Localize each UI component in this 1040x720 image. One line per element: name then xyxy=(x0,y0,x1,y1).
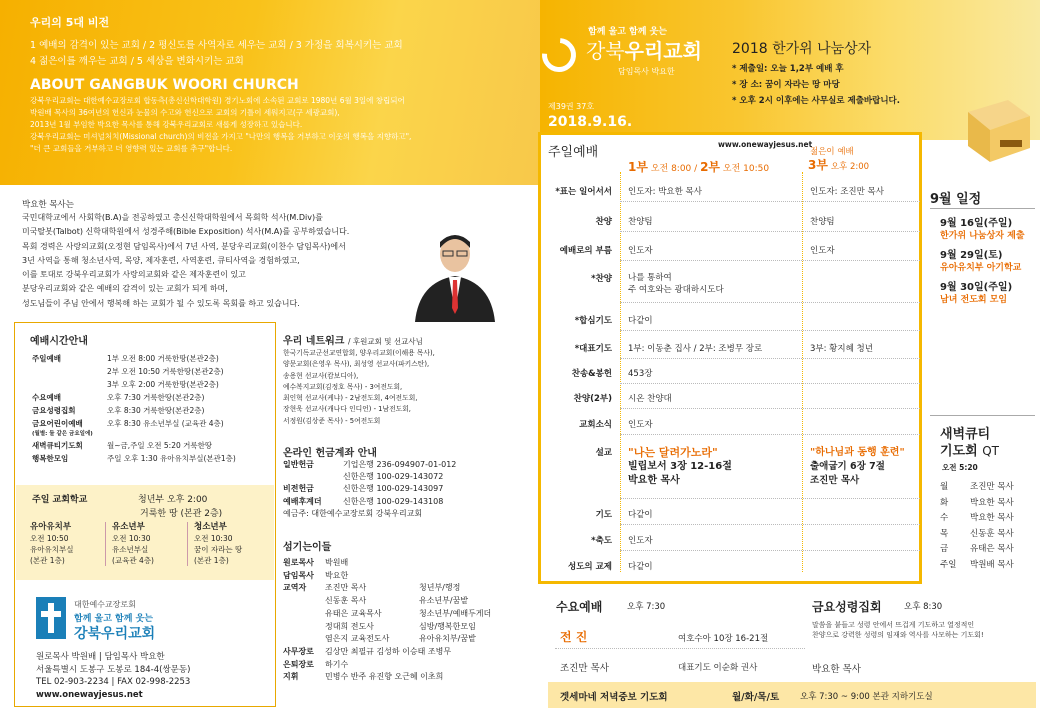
order-c1: 인도자 xyxy=(628,420,653,430)
staff-name: 박원배 xyxy=(325,558,349,567)
dawn-leader: 조진만 목사 xyxy=(970,482,1014,492)
sermon-block-1 xyxy=(628,446,732,488)
event-title: 2018 한가위 나눔상자 xyxy=(732,41,872,57)
sermon-preacher: 조진만 목사 xyxy=(810,475,860,486)
network-subtitle: / 후원교회 및 선교사님 xyxy=(347,337,423,346)
event-line: * 제출일: 오늘 1,2부 예배 후 xyxy=(732,64,844,74)
worship-time-label: 주일예배 xyxy=(32,354,61,363)
fri-title: 금요성령집회 xyxy=(812,600,882,614)
sermon-label: 설교 xyxy=(595,448,612,458)
network-title-text: 우리 네트워크 xyxy=(283,336,345,347)
sept-title: 9월 일정 xyxy=(930,192,982,207)
dawn-title-2-wrap xyxy=(940,443,999,460)
staff-row xyxy=(283,646,523,659)
dawn-day: 주일 xyxy=(940,559,957,570)
bio-body xyxy=(22,211,349,311)
gift-box-icon xyxy=(960,82,1035,162)
offering-row xyxy=(283,471,456,483)
offering-account: 신한은행 100-029-143097 xyxy=(343,484,444,494)
offering-label xyxy=(283,471,343,483)
worship-time-row xyxy=(32,365,272,378)
worship-time-row xyxy=(32,430,272,439)
staff-row xyxy=(283,621,523,634)
vision-line: 1 예배의 감격이 있는 교회 / 2 평신도를 사역자로 세우는 교회 / 3 가정을 회복시키는 교회 xyxy=(30,40,403,51)
dotted-rule xyxy=(620,498,920,499)
offering-row xyxy=(283,459,456,471)
network-line: 장현욱 선교사(캐나다 인디언) - 1남전도회, xyxy=(283,405,411,414)
worship-time-row xyxy=(32,452,272,465)
dept-card xyxy=(30,522,106,566)
dawn-leader: 박원배 목사 xyxy=(970,559,1014,570)
staff-row xyxy=(283,633,523,646)
dept-place: 유아유치부실 xyxy=(30,545,74,554)
worship-times-list xyxy=(32,352,272,465)
order-label: *대표기도 xyxy=(574,344,612,354)
offering-label: 일반헌금 xyxy=(283,460,314,469)
sunday-school-youth-place: 거룩한 땅 (본관 2층) xyxy=(140,509,223,519)
staff-row xyxy=(283,595,523,608)
church-contact xyxy=(36,651,190,701)
sunday-school-youth: 청년부 오후 2:00 xyxy=(138,495,208,505)
brand-name-b: 우리교회 xyxy=(624,39,702,63)
staff-duty: 심방/행복한모임 xyxy=(419,621,476,631)
staff-role xyxy=(283,595,325,608)
worship-time-label: 새벽큐티기도회 xyxy=(32,441,83,450)
order-c2: 인도자 xyxy=(810,246,835,256)
worship-time-value: 오후 8:30 유소년부실 (교육관 4층) xyxy=(107,419,224,428)
dawn-leader: 유태은 목사 xyxy=(970,544,1014,554)
bio-line: 이를 토대로 강북우리교회가 사랑의교회와 같은 제자훈련이 있고 xyxy=(22,270,246,280)
dawn-leader: 박요한 목사 xyxy=(970,497,1014,508)
network-line: 한국기독교군선교연합회, 양우리교회(이해용 목사), xyxy=(283,349,435,357)
dawn-day: 금 xyxy=(940,544,949,554)
church-name: 강북우리교회 xyxy=(74,626,156,642)
staff-row xyxy=(283,582,523,595)
worship-time-label: 행복한모임 xyxy=(32,454,69,463)
dept-name: 유아유치부 xyxy=(30,522,72,532)
about-line: 강북우리교회는 대한예수교장로회 합동측(총신신학대학원) 경기노회에 소속된 교회로 1980년 6월 3일에 창립되어 xyxy=(30,96,405,105)
dotted-rule xyxy=(555,648,805,649)
dawn-rule xyxy=(930,415,1035,416)
worship-time-row xyxy=(32,352,272,365)
dawn-row xyxy=(940,527,1030,543)
network-line: 양문교회(은영우 목사), 최성영 선교사(파키스탄), xyxy=(283,360,430,369)
worship-time-row xyxy=(32,439,272,452)
sermon-ref: 출애굽기 6장 7절 xyxy=(810,461,885,472)
staff-name: 민병수 반주 유진향 오근혜 이초희 xyxy=(325,672,444,682)
order-divider xyxy=(620,172,621,572)
vision-title: 우리의 5대 비전 xyxy=(30,16,110,29)
staff-role: 원로목사 xyxy=(283,558,314,567)
sermon-block-2 xyxy=(810,446,905,488)
sermon-title: "나는 달려가노라" xyxy=(628,446,718,459)
sept-event: 한가위 나눔상자 제출 xyxy=(940,231,1025,241)
fri-desc xyxy=(812,620,984,640)
dotted-rule xyxy=(620,231,920,232)
order-label: 찬송&봉헌 xyxy=(571,369,612,379)
dawn-row xyxy=(940,480,1030,496)
about-line: 박원배 목사의 36여년의 헌신과 눈물의 수고와 헌신으로 교회의 기틀이 세워지고(구 세광교회), xyxy=(30,108,340,117)
issue-number: 제39권 37호 xyxy=(548,102,595,111)
staff-title: 섬기는이들 xyxy=(283,542,332,553)
dotted-rule xyxy=(620,302,920,303)
sept-event: 유아유치부 아기학교 xyxy=(940,263,1022,273)
offering-account: 기업은행 236-094907-01-012 xyxy=(343,460,457,469)
website-link[interactable]: www.onewayjesus.net xyxy=(718,140,813,149)
offering-holder: 예금주: 대한예수교장로회 강북우리교회 xyxy=(283,508,423,518)
order-header-3 xyxy=(808,156,869,173)
order-c1: 1부: 이동춘 집사 / 2부: 조병무 장로 xyxy=(628,344,763,354)
order-divider xyxy=(802,172,803,572)
worship-time-label: 수요예배 xyxy=(32,393,61,402)
staff-name: 조진만 목사 xyxy=(325,583,367,593)
order-c1: 시온 찬양대 xyxy=(628,394,672,404)
about-line: 강북우리교회는 미셔널처치(Missional church)의 비전을 가지고 "나만의 행복을 거부하고 이웃의 행복을 지향하고", xyxy=(30,132,412,141)
order-c1: 인도자 xyxy=(628,536,653,546)
network-line: 송용현 선교사(캄보디아), xyxy=(283,371,359,380)
order-label: 찬양(2부) xyxy=(573,394,612,404)
staff-row xyxy=(283,671,523,684)
dotted-rule xyxy=(620,201,920,202)
staff-name: 정대희 전도사 xyxy=(325,621,374,631)
staff-name: 김상만 최필규 김성하 이승태 조병무 xyxy=(325,646,452,656)
staff-duty: 유아유치부/꿈밭 xyxy=(419,634,476,644)
dawn-qt: QT xyxy=(982,444,999,458)
offering-row xyxy=(283,496,456,508)
dawn-row xyxy=(940,558,1030,574)
fri-preacher: 박요한 목사 xyxy=(812,664,861,675)
dotted-rule xyxy=(620,383,920,384)
dept-floor: (교육관 4층) xyxy=(112,556,154,565)
worship-time-row xyxy=(32,417,272,430)
dawn-day: 수 xyxy=(940,513,949,523)
gethsemane-title: 겟세마네 저녁중보 기도회 xyxy=(560,692,668,703)
worship-time-value: 월~금,주일 오전 5:20 거룩한땅 xyxy=(107,441,213,450)
staff-role: 담임목사 xyxy=(283,570,314,580)
church-slogan: 함께 울고 함께 웃는 xyxy=(74,614,153,624)
worship-times-title: 예배시간안내 xyxy=(30,336,88,347)
sermon-title: "하나님과 동행 훈련" xyxy=(810,447,905,458)
worship-time-value: 3부 오후 2:00 거룩한땅(본관2층) xyxy=(107,380,219,389)
network-line: 서정원(김상준 목사) - 5여전도회 xyxy=(283,416,381,425)
dawn-time: 오전 5:20 xyxy=(942,463,978,472)
order-c1: 인도자 xyxy=(628,246,653,256)
order-h3-time: 오후 2:00 xyxy=(830,162,870,172)
event-line: * 장 소: 꿈이 자라는 땅 마당 xyxy=(732,80,840,90)
wed-sermon-ref: 여호수아 10장 16-21절 xyxy=(678,634,769,644)
worship-time-label: (월별: 둘 같은 금요일에) xyxy=(32,431,93,437)
dotted-rule xyxy=(620,330,920,331)
order-c2: 3부: 황지혜 청년 xyxy=(810,344,873,354)
church-contact-line: 서울특별시 도봉구 도봉로 184-4(쌍문동) xyxy=(36,664,191,675)
sermon-ref: 빌립보서 3장 12-16절 xyxy=(628,461,732,472)
order-header-1 xyxy=(628,158,769,175)
staff-name: 신동훈 목사 xyxy=(325,596,367,606)
sept-date: 9월 30일(주일) xyxy=(940,282,1013,293)
order-c1: 다같이 xyxy=(628,510,653,520)
order-label: *표는 일어서서 xyxy=(555,187,612,197)
sept-rule xyxy=(930,208,1035,209)
offering-label: 비전헌금 xyxy=(283,484,314,494)
dotted-rule xyxy=(620,260,920,261)
wed-sermon-title: 전 진 xyxy=(560,630,588,644)
gethsemane-time: 오후 7:30 ~ 9:00 본관 지하기도실 xyxy=(800,692,933,702)
bio-line: 목회 경력은 사랑의교회(오정현 담임목사)에서 7년 사역, 분당우리교회(이찬수 담임목사)에서 xyxy=(22,241,346,251)
bio-line: 미국탈봇(Talbot) 신학대학원에서 성경주해(Bible Exposition) 석사(M.A)를 공부하였습니다. xyxy=(22,227,350,237)
order-c1: 다같이 xyxy=(628,316,653,326)
offering-label: 예배후계더 xyxy=(283,496,322,506)
brand-pastor: 담임목사 박요한 xyxy=(618,67,675,76)
order-c2: 찬양팀 xyxy=(810,217,835,227)
dawn-title xyxy=(940,426,999,460)
staff-name: 유태은 교육목사 xyxy=(325,608,382,618)
network-line: 예수복지교회(김정호 목사) - 3여전도회, xyxy=(283,382,403,391)
dotted-rule xyxy=(620,408,920,409)
order-h3: 3부 xyxy=(808,158,828,172)
church-website-link[interactable]: www.onewayjesus.net xyxy=(36,689,143,700)
brand-slogan: 함께 울고 함께 웃는 xyxy=(588,27,667,37)
wed-preacher: 조진만 목사 xyxy=(560,663,609,674)
event-line: * 오후 2시 이후에는 사무실로 제출바랍니다. xyxy=(732,96,900,106)
worship-time-row xyxy=(32,404,272,417)
offering-title: 온라인 헌금계좌 안내 xyxy=(283,448,377,459)
staff-role xyxy=(283,633,325,646)
worship-time-value: 오후 7:30 거룩한땅(본관2층) xyxy=(107,393,205,402)
dawn-leader: 신동훈 목사 xyxy=(970,528,1014,539)
about-line: 2013년 1월 부임한 박요한 목사를 통해 강북우리교회로 새롭게 성장하고 있습니다. xyxy=(30,120,303,129)
dawn-day: 목 xyxy=(940,528,949,539)
staff-name: 염은지 교육전도사 xyxy=(325,634,390,644)
staff-row xyxy=(283,608,523,621)
staff-row xyxy=(283,557,523,570)
dawn-row xyxy=(940,542,1030,558)
vision-line: 4 젊은이를 깨우는 교회 / 5 세상을 변화시키는 교회 xyxy=(30,56,244,67)
worship-time-value: 2부 오전 10:50 거룩한땅(본관2층) xyxy=(107,367,224,376)
order-label: *합심기도 xyxy=(574,316,612,326)
order-c1: 다같이 xyxy=(628,562,653,572)
dawn-day: 월 xyxy=(940,482,949,492)
dawn-list xyxy=(940,480,1030,573)
staff-row xyxy=(283,570,523,583)
dotted-rule xyxy=(620,550,920,551)
fri-desc-line: 말씀을 붙들고 성령 안에서 뜨겁게 기도하고 열정적인 xyxy=(812,621,975,629)
brand-name-a: 강북 xyxy=(586,39,625,63)
order-label: *찬양 xyxy=(591,274,612,284)
staff-role: 은퇴장로 xyxy=(283,659,314,669)
staff-role xyxy=(283,621,325,634)
dawn-row xyxy=(940,496,1030,512)
dept-place: 꿈이 자라는 땅 xyxy=(194,545,243,554)
offering-account: 신한은행 100-029-143108 xyxy=(343,496,444,506)
worship-time-value: 주일 오후 1:30 유아유치부실(본관1층) xyxy=(107,454,236,463)
sept-list xyxy=(940,218,1025,306)
staff-role: 교역자 xyxy=(283,583,307,593)
order-h1: 1부 xyxy=(628,160,648,174)
worship-time-label: 금요성령집회 xyxy=(32,406,76,415)
order-c2: 인도자: 조진만 목사 xyxy=(810,187,884,197)
worship-time-value: 오후 8:30 거룩한땅(본관2층) xyxy=(107,406,205,415)
bulletin-date: 2018.9.16. xyxy=(548,114,633,130)
fri-time: 오후 8:30 xyxy=(904,602,943,612)
sept-event: 남녀 전도회 모임 xyxy=(940,295,1008,305)
offering-row xyxy=(283,483,456,495)
worship-time-label: 금요어린이예배 xyxy=(32,419,83,428)
bio-title: 박요한 목사는 xyxy=(22,200,74,210)
wed-prayer: 대표기도 이순화 권사 xyxy=(678,663,758,673)
order-label: *축도 xyxy=(591,536,612,546)
worship-time-row xyxy=(32,391,272,404)
staff-role xyxy=(283,608,325,621)
order-c1: 인도자: 박요한 목사 xyxy=(628,187,702,197)
network-line: 최인혁 선교사(케냐) - 2남전도회, 4여전도회, xyxy=(283,394,418,403)
bio-line: 분당우리교회와 같은 예배의 감격이 있는 교회가 되게 하며, xyxy=(22,284,228,294)
sunday-school-title: 주일 교회학교 xyxy=(32,495,88,505)
staff-row xyxy=(283,659,523,672)
staff-role: 지휘 xyxy=(283,672,299,682)
order-label: 기도 xyxy=(595,510,612,520)
wed-title: 수요예배 xyxy=(556,600,603,614)
sept-date: 9월 29일(토) xyxy=(940,250,1003,261)
order-title: 주일예배 xyxy=(548,145,599,160)
offering-account: 신한은행 100-029-143072 xyxy=(343,472,444,482)
pastor-photo xyxy=(405,222,505,322)
order-h1-time: 오전 8:00 / xyxy=(650,164,698,174)
staff-list xyxy=(283,557,523,684)
order-label: 교회소식 xyxy=(579,420,612,430)
order-c1: 453장 xyxy=(628,369,653,379)
dawn-day: 화 xyxy=(940,497,949,508)
worship-time-label xyxy=(32,378,107,391)
sept-date: 9월 16일(주일) xyxy=(940,218,1013,229)
bio-line: 국민대학교에서 사회학(B.A)을 전공하였고 총신신학대학원에서 목회학 석사(M.Div)를 xyxy=(22,213,323,222)
sermon-preacher: 박요한 목사 xyxy=(628,475,680,486)
staff-duty: 청소년부/예배두게더 xyxy=(419,608,492,618)
dept-card xyxy=(194,522,270,566)
gethsemane-days: 월/화/목/토 xyxy=(732,692,780,703)
worship-time-row xyxy=(32,378,272,391)
order-label: 예배로의 부름 xyxy=(559,246,612,256)
staff-name: 박요한 xyxy=(325,570,349,580)
dept-card xyxy=(112,522,188,566)
dotted-rule xyxy=(620,434,920,435)
dept-floor: (본관 1층) xyxy=(194,556,229,565)
dotted-rule xyxy=(620,358,920,359)
dept-time: 오전 10:50 xyxy=(30,534,69,543)
dept-time: 오전 10:30 xyxy=(112,534,151,543)
dept-time: 오전 10:30 xyxy=(194,534,233,543)
network-list xyxy=(283,348,435,427)
church-contact-line: 원로목사 박원배 | 담임목사 박요한 xyxy=(36,652,165,662)
bio-line: 3년 사역을 통해 청소년사역, 목양, 제자훈련, 사역훈련, 큐티사역을 경험하였고, xyxy=(22,255,300,265)
worship-time-value: 1부 오전 8:00 거룩한땅(본관2층) xyxy=(107,354,219,363)
brand-name xyxy=(586,35,702,64)
order-label: 성도의 교제 xyxy=(567,562,612,572)
dawn-title-1: 새벽큐티 xyxy=(940,427,991,442)
fri-desc-line: 찬양으로 강력한 성령의 임재와 역사를 사모하는 기도회! xyxy=(812,631,984,639)
order-h2-time: 오전 10:50 xyxy=(722,164,770,174)
staff-role: 사무장로 xyxy=(283,646,314,656)
staff-duty: 청년부/행정 xyxy=(419,583,461,593)
dept-floor: (본관 1층) xyxy=(30,556,65,565)
cross-logo-icon xyxy=(36,597,66,639)
order-c1: 나를 통하여 주 여호와는 광대하시도다 xyxy=(628,273,724,295)
about-line: "더 큰 교회들을 거부하고 더 영향력 있는 교회를 추구"합니다. xyxy=(30,144,233,153)
offering-list xyxy=(283,459,456,520)
dotted-rule xyxy=(620,524,920,525)
church-denom: 대한예수교장로회 xyxy=(74,600,136,609)
church-contact-line: TEL 02-903-2234 | FAX 02-998-2253 xyxy=(36,677,191,687)
dept-name: 청소년부 xyxy=(194,522,227,532)
bio-line: 성도님들이 주님 안에서 행복해 하는 교회가 될 수 있도록 목회를 하고 있습니다. xyxy=(22,298,300,308)
dept-name: 유소년부 xyxy=(112,522,145,532)
about-title: ABOUT GANGBUK WOORI CHURCH xyxy=(30,77,299,93)
dawn-row xyxy=(940,511,1030,527)
order-h3-label: 젊은이 예배 xyxy=(810,147,854,157)
worship-time-label xyxy=(32,365,107,378)
dawn-leader: 박요한 목사 xyxy=(970,513,1014,523)
order-h2: 2부 xyxy=(700,160,721,174)
staff-duty: 유소년부/꿈밭 xyxy=(419,596,469,606)
order-c1: 찬양팀 xyxy=(628,217,653,227)
network-title xyxy=(283,332,423,347)
dawn-title-2: 기도회 xyxy=(940,444,978,459)
order-label: 찬양 xyxy=(595,217,612,227)
staff-name: 하기수 xyxy=(325,659,349,669)
wed-time: 오후 7:30 xyxy=(627,602,666,612)
dept-place: 유소년부실 xyxy=(112,545,149,554)
